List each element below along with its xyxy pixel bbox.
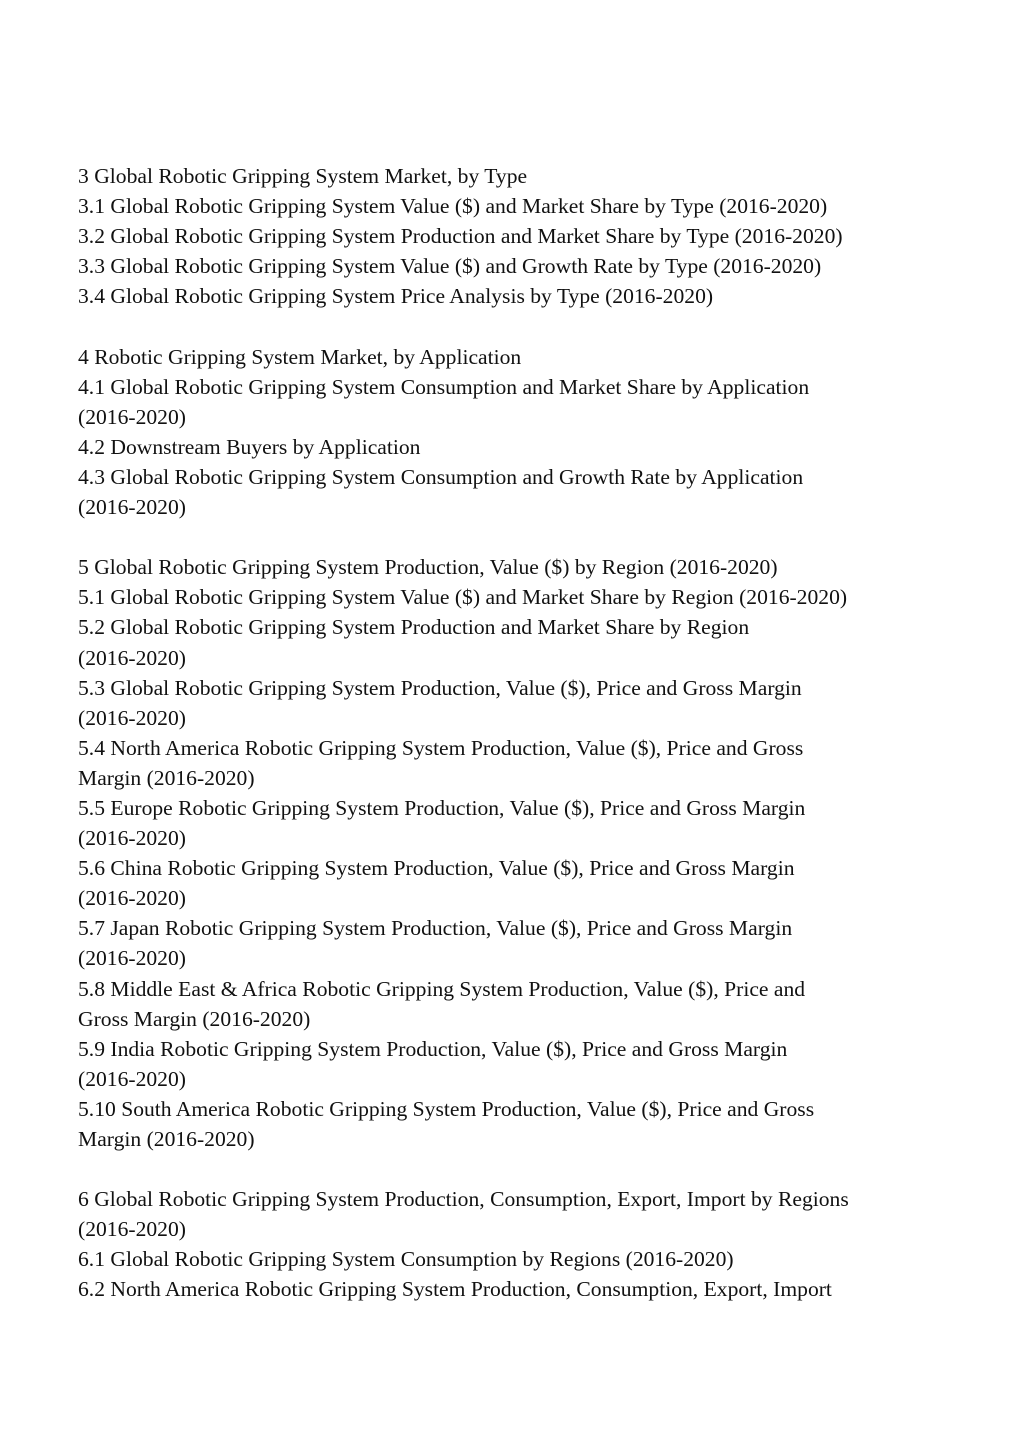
section-spacer <box>78 311 978 341</box>
toc-item-5-2-cont: (2016-2020) <box>78 645 186 670</box>
toc-heading-3: 3 Global Robotic Gripping System Market, by Type <box>78 164 528 188</box>
toc-item-6-2: 6.2 North America Robotic Gripping System Production, Consumption, Export, Import <box>78 1277 832 1302</box>
toc-item-5-5-cont: (2016-2020) <box>78 826 186 851</box>
toc-item-5-8-cont: Gross Margin (2016-2020) <box>78 1006 311 1031</box>
toc-item-5-10-cont: Margin (2016-2020) <box>78 1127 255 1151</box>
toc-item-3-2: 3.2 Global Robotic Gripping System Production and Market Share by Type (2016-2020) <box>78 224 843 249</box>
toc-item-6-1: 6.1 Global Robotic Gripping System Consumption by Regions (2016-2020) <box>78 1247 734 1272</box>
toc-heading-6-cont: (2016-2020) <box>78 1217 186 1242</box>
toc-item-5-8: 5.8 Middle East & Africa Robotic Gripping System Production, Value ($), Price and <box>78 976 806 1001</box>
toc-heading-6: 6 Global Robotic Gripping System Production, Consumption, Export, Import by Regions <box>78 1187 849 1212</box>
toc-item-4-2: 4.2 Downstream Buyers by Application <box>78 434 421 459</box>
section-spacer <box>78 1154 978 1184</box>
toc-item-5-2: 5.2 Global Robotic Gripping System Production and Market Share by Region <box>78 615 750 640</box>
toc-heading-5: 5 Global Robotic Gripping System Production, Value ($) by Region (2016-2020) <box>78 555 778 580</box>
toc-item-5-3-cont: (2016-2020) <box>78 705 186 730</box>
toc-item-5-9-cont: (2016-2020) <box>78 1066 186 1091</box>
toc-item-5-7: 5.7 Japan Robotic Gripping System Production, Value ($), Price and Gross Margin <box>78 916 793 941</box>
document-page <box>78 161 978 1305</box>
toc-item-5-1: 5.1 Global Robotic Gripping System Value ($) and Market Share by Region (2016-2020) <box>78 585 848 610</box>
toc-item-4-3: 4.3 Global Robotic Gripping System Consumption and Growth Rate by Application <box>78 464 804 489</box>
toc-item-5-3: 5.3 Global Robotic Gripping System Production, Value ($), Price and Gross Margin <box>78 675 802 700</box>
toc-item-5-4-cont: Margin (2016-2020) <box>78 765 255 790</box>
toc-item-4-1-cont: (2016-2020) <box>78 404 186 429</box>
toc-item-4-1: 4.1 Global Robotic Gripping System Consumption and Market Share by Application <box>78 374 810 399</box>
section-spacer <box>78 522 978 552</box>
toc-item-5-6: 5.6 China Robotic Gripping System Production, Value ($), Price and Gross Margin <box>78 856 795 881</box>
toc-heading-4: 4 Robotic Gripping System Market, by Application <box>78 344 522 369</box>
toc-item-3-3: 3.3 Global Robotic Gripping System Value ($) and Growth Rate by Type (2016-2020) <box>78 254 822 279</box>
toc-item-5-4: 5.4 North America Robotic Gripping System Production, Value ($), Price and Gross <box>78 735 804 760</box>
toc-item-3-1: 3.1 Global Robotic Gripping System Value ($) and Market Share by Type (2016-2020) <box>78 194 828 219</box>
toc-item-4-3-cont: (2016-2020) <box>78 495 186 520</box>
toc-item-5-7-cont: (2016-2020) <box>78 946 186 971</box>
toc-item-5-9: 5.9 India Robotic Gripping System Production, Value ($), Price and Gross Margin <box>78 1036 788 1061</box>
toc-item-3-4: 3.4 Global Robotic Gripping System Price Analysis by Type (2016-2020) <box>78 284 714 309</box>
toc-item-5-6-cont: (2016-2020) <box>78 886 186 911</box>
toc-item-5-10: 5.10 South America Robotic Gripping System Production, Value ($), Price and Gross <box>78 1096 815 1121</box>
toc-item-5-5: 5.5 Europe Robotic Gripping System Production, Value ($), Price and Gross Margin <box>78 795 806 820</box>
